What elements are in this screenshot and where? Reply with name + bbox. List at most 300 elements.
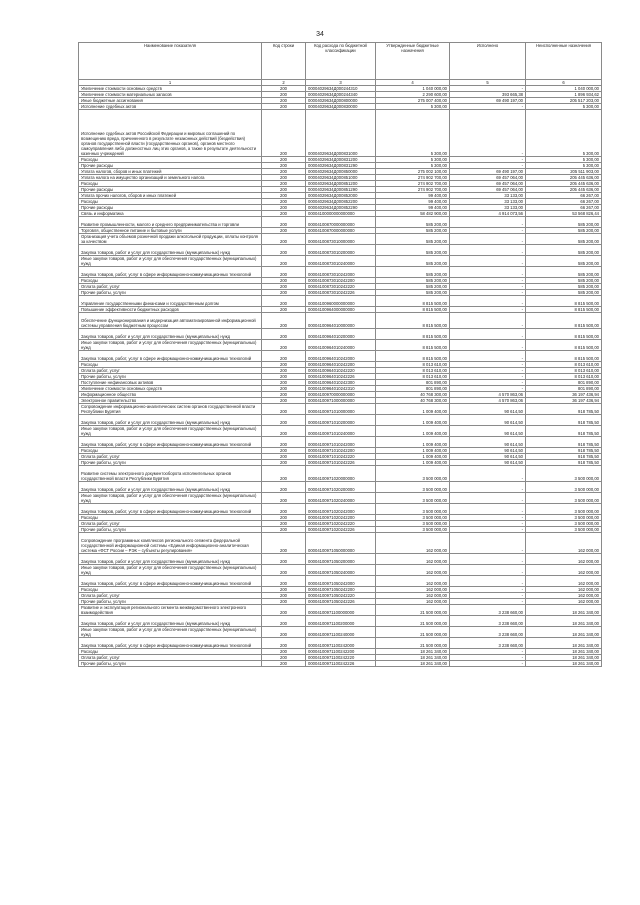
row-budget-code: 00004100971010200000: [306, 415, 376, 426]
row-executed: -: [450, 296, 526, 307]
row-budget-code: 00004100971020242200: [306, 515, 376, 521]
row-line-code: 200: [262, 163, 306, 169]
row-unexecuted: 585 200,00: [526, 267, 602, 278]
row-name: Закупка товаров, работ, услуг в сфере информационно-коммуникационных технологий: [79, 576, 262, 587]
row-unexecuted: 8 013 610,00: [526, 362, 602, 368]
row-executed: 3 238 660,00: [450, 616, 526, 627]
row-approved: 162 000,00: [376, 587, 450, 593]
row-line-code: 200: [262, 426, 306, 437]
row-approved: 3 500 000,00: [376, 527, 450, 533]
row-unexecuted: 1 040 000,00: [526, 86, 602, 92]
row-executed: -: [450, 576, 526, 587]
row-name: Иные закупки товаров, работ и услуг для обеспечения государственных (муниципальных) нужд: [79, 256, 262, 267]
row-name: Прочие работы, услуги: [79, 374, 262, 380]
row-budget-code: 00004100873010242220: [306, 284, 376, 290]
row-budget-code: 00004100964010242310: [306, 386, 376, 392]
column-index: 3: [306, 80, 376, 86]
row-approved: 8 013 610,00: [376, 368, 450, 374]
row-unexecuted: 585 200,00: [526, 278, 602, 284]
row-name: Электронное правительство: [79, 398, 262, 404]
row-executed: 33 133,00: [450, 193, 526, 199]
row-executed: -: [450, 256, 526, 267]
row-name: Закупка товаров, работ, услуг в сфере информационно-коммуникационных технологий: [79, 638, 262, 649]
row-approved: 58 482 900,00: [376, 211, 450, 217]
row-line-code: 200: [262, 104, 306, 110]
row-line-code: 200: [262, 533, 306, 554]
row-approved: 275 007 400,00: [376, 98, 450, 104]
row-line-code: 200: [262, 392, 306, 398]
row-budget-code: 00004100970000000000: [306, 392, 376, 398]
row-name: Закупка товаров, работ и услуг для государственных (муниципальных) нужд: [79, 329, 262, 340]
row-budget-code: 00004029634Д000831000: [306, 110, 376, 157]
row-approved: 274 902 700,00: [376, 187, 450, 193]
row-unexecuted: 5 300,00: [526, 110, 602, 157]
row-approved: 1 009 400,00: [376, 404, 450, 415]
row-line-code: 200: [262, 169, 306, 175]
row-approved: 1 009 400,00: [376, 460, 450, 466]
row-executed: -: [450, 362, 526, 368]
row-budget-code: 00004100873010200000: [306, 245, 376, 256]
table-row: [79, 404, 602, 415]
row-budget-code: 00004029634Д000850000: [306, 169, 376, 175]
row-budget-code: 00004100971100242226: [306, 661, 376, 667]
row-unexecuted: 585 200,00: [526, 234, 602, 245]
row-budget-code: 00004100870000000000: [306, 228, 376, 234]
row-name: Прочие работы, услуги: [79, 527, 262, 533]
header-line-code: Код строки: [262, 43, 306, 80]
table-row: [79, 554, 602, 565]
row-unexecuted: 8 815 500,00: [526, 351, 602, 362]
row-name: Закупка товаров, работ и услуг для государственных (муниципальных) нужд: [79, 482, 262, 493]
row-line-code: 200: [262, 638, 306, 649]
row-approved: 21 500 000,00: [376, 616, 450, 627]
row-unexecuted: 918 785,50: [526, 460, 602, 466]
row-line-code: 200: [262, 599, 306, 605]
row-approved: 1 009 400,00: [376, 454, 450, 460]
row-name: Расходы: [79, 587, 262, 593]
row-line-code: 200: [262, 307, 306, 313]
row-executed: -: [450, 587, 526, 593]
row-name: Поступление нефинансовых активов: [79, 380, 262, 386]
row-line-code: 200: [262, 386, 306, 392]
row-executed: -: [450, 284, 526, 290]
row-approved: 585 200,00: [376, 228, 450, 234]
row-name: Прочие расходы: [79, 163, 262, 169]
row-executed: -: [450, 533, 526, 554]
table-row: [79, 466, 602, 482]
row-executed: 90 614,50: [450, 448, 526, 454]
row-unexecuted: 18 261 340,00: [526, 655, 602, 661]
row-name: Увеличение стоимости материальных запасов: [79, 92, 262, 98]
row-unexecuted: 918 785,50: [526, 448, 602, 454]
table-row: [79, 437, 602, 448]
row-line-code: 200: [262, 649, 306, 655]
row-unexecuted: 66 267,00: [526, 193, 602, 199]
row-approved: 585 200,00: [376, 234, 450, 245]
row-executed: 3 238 660,00: [450, 638, 526, 649]
row-budget-code: 00004029634Д000244310: [306, 86, 376, 92]
row-budget-code: 00004100964010242000: [306, 351, 376, 362]
table-row: [79, 313, 602, 329]
column-index: 4: [376, 80, 450, 86]
row-approved: 99 400,00: [376, 193, 450, 199]
row-approved: 1 009 400,00: [376, 426, 450, 437]
table-body: [79, 86, 602, 667]
row-budget-code: 00004100971100240000: [306, 627, 376, 638]
row-name: Иные закупки товаров, работ и услуг для обеспечения государственных (муниципальных) нужд: [79, 565, 262, 576]
row-unexecuted: 36 197 436,94: [526, 392, 602, 398]
row-approved: 8 815 500,00: [376, 313, 450, 329]
row-approved: 1 009 400,00: [376, 415, 450, 426]
row-approved: 8 815 500,00: [376, 351, 450, 362]
row-line-code: 200: [262, 313, 306, 329]
row-line-code: 200: [262, 86, 306, 92]
row-budget-code: 00004100971010242226: [306, 460, 376, 466]
row-budget-code: 00004029634Д000800000: [306, 98, 376, 104]
row-approved: 99 400,00: [376, 199, 450, 205]
row-executed: -: [450, 593, 526, 599]
row-unexecuted: 918 785,50: [526, 426, 602, 437]
row-budget-code: 00004100971100242200: [306, 649, 376, 655]
row-budget-code: 00004100873010242226: [306, 290, 376, 296]
row-line-code: 200: [262, 454, 306, 460]
row-budget-code: 00004100971050242220: [306, 593, 376, 599]
row-name: Иные закупки товаров, работ и услуг для обеспечения государственных (муниципальных) нужд: [79, 493, 262, 504]
row-unexecuted: 1 896 934,62: [526, 92, 602, 98]
table-row: [79, 351, 602, 362]
row-executed: -: [450, 482, 526, 493]
row-unexecuted: 18 261 340,00: [526, 627, 602, 638]
row-line-code: 200: [262, 351, 306, 362]
row-unexecuted: 585 200,00: [526, 256, 602, 267]
row-approved: 274 902 700,00: [376, 181, 450, 187]
row-approved: 162 000,00: [376, 533, 450, 554]
row-approved: 3 500 000,00: [376, 493, 450, 504]
row-approved: 5 300,00: [376, 163, 450, 169]
row-unexecuted: 8 815 500,00: [526, 329, 602, 340]
row-executed: -: [450, 493, 526, 504]
row-name: Уплата прочих налогов, сборов и иных платежей: [79, 193, 262, 199]
row-budget-code: 00004029634Д000830000: [306, 104, 376, 110]
row-executed: 4 570 863,06: [450, 392, 526, 398]
table-row: [79, 533, 602, 554]
row-line-code: 200: [262, 460, 306, 466]
row-unexecuted: 918 785,50: [526, 437, 602, 448]
row-name: Прочие работы, услуги: [79, 661, 262, 667]
row-approved: 5 300,00: [376, 104, 450, 110]
row-name: Связь и информатика: [79, 211, 262, 217]
row-executed: -: [450, 234, 526, 245]
row-name: Расходы: [79, 278, 262, 284]
row-executed: 69 457 064,00: [450, 181, 526, 187]
row-budget-code: 00004029634Д000244340: [306, 92, 376, 98]
row-name: Закупка товаров, работ, услуг в сфере информационно-коммуникационных технологий: [79, 437, 262, 448]
row-name: Развитие и эксплуатация регионального сегмента межведомственного электронного взаимодействия: [79, 605, 262, 616]
row-name: Оплата работ, услуг: [79, 521, 262, 527]
row-unexecuted: 585 200,00: [526, 228, 602, 234]
row-name: Закупка товаров, работ, услуг в сфере информационно-коммуникационных технологий: [79, 267, 262, 278]
row-line-code: 200: [262, 482, 306, 493]
row-name: Закупка товаров, работ и услуг для государственных (муниципальных) нужд: [79, 554, 262, 565]
row-budget-code: 00004100971050242200: [306, 587, 376, 593]
page-number: 34: [316, 31, 324, 38]
row-executed: 33 133,00: [450, 199, 526, 205]
row-approved: 585 200,00: [376, 290, 450, 296]
row-approved: 162 000,00: [376, 599, 450, 605]
row-executed: -: [450, 649, 526, 655]
column-index: 1: [79, 80, 262, 86]
row-budget-code: 00004100971020242000: [306, 504, 376, 515]
row-unexecuted: 66 267,00: [526, 205, 602, 211]
row-approved: 8 815 500,00: [376, 307, 450, 313]
row-approved: 585 200,00: [376, 278, 450, 284]
row-executed: 3 238 660,00: [450, 627, 526, 638]
row-unexecuted: 5 300,00: [526, 104, 602, 110]
row-budget-code: 00004029634Д000852000: [306, 193, 376, 199]
row-executed: -: [450, 163, 526, 169]
row-budget-code: 00004029634Д000852200: [306, 199, 376, 205]
row-approved: 801 890,00: [376, 386, 450, 392]
row-approved: 18 261 340,00: [376, 661, 450, 667]
row-name: Закупка товаров, работ, услуг в сфере информационно-коммуникационных технологий: [79, 504, 262, 515]
row-unexecuted: 585 200,00: [526, 284, 602, 290]
row-approved: 162 000,00: [376, 593, 450, 599]
table-row: [79, 565, 602, 576]
row-budget-code: 00004100971050000000: [306, 533, 376, 554]
row-unexecuted: 18 261 340,00: [526, 649, 602, 655]
row-unexecuted: 8 013 610,00: [526, 374, 602, 380]
row-name: Иные закупки товаров, работ и услуг для обеспечения государственных (муниципальных) нужд: [79, 426, 262, 437]
row-name: Закупка товаров, работ, услуг в сфере информационно-коммуникационных технологий: [79, 351, 262, 362]
row-executed: -: [450, 313, 526, 329]
row-name: Прочие расходы: [79, 187, 262, 193]
row-name: Развитие промышленности, малого и среднего предпринимательства и торговли: [79, 217, 262, 228]
row-budget-code: 00004100964000000000: [306, 307, 376, 313]
header-indicator-name: Наименование показателя: [79, 43, 262, 80]
row-line-code: 200: [262, 565, 306, 576]
table-row: [79, 267, 602, 278]
row-line-code: 200: [262, 340, 306, 351]
row-line-code: 200: [262, 521, 306, 527]
row-unexecuted: 8 815 500,00: [526, 340, 602, 351]
row-budget-code: 00004100971050240000: [306, 565, 376, 576]
row-line-code: 200: [262, 576, 306, 587]
row-unexecuted: 162 000,00: [526, 533, 602, 554]
row-unexecuted: 801 890,00: [526, 386, 602, 392]
row-executed: 90 614,50: [450, 454, 526, 460]
row-unexecuted: 18 261 340,00: [526, 661, 602, 667]
row-budget-code: 00004100964010000000: [306, 313, 376, 329]
row-approved: 5 300,00: [376, 110, 450, 157]
row-executed: 3 238 660,00: [450, 605, 526, 616]
row-name: Прочие работы, услуги: [79, 460, 262, 466]
row-line-code: 200: [262, 193, 306, 199]
row-approved: 18 261 340,00: [376, 655, 450, 661]
row-name: Исполнение судебных актов: [79, 104, 262, 110]
row-line-code: 200: [262, 616, 306, 627]
row-approved: 21 500 000,00: [376, 605, 450, 616]
row-budget-code: 00004100964010242300: [306, 380, 376, 386]
row-budget-code: 00004100971050242000: [306, 576, 376, 587]
row-line-code: 200: [262, 655, 306, 661]
row-line-code: 200: [262, 374, 306, 380]
row-budget-code: 00004100971100200000: [306, 616, 376, 627]
row-unexecuted: 3 500 000,00: [526, 493, 602, 504]
row-approved: 801 890,00: [376, 380, 450, 386]
row-budget-code: 00004100971020240000: [306, 493, 376, 504]
row-unexecuted: 66 267,00: [526, 199, 602, 205]
row-approved: 3 500 000,00: [376, 466, 450, 482]
row-line-code: 200: [262, 211, 306, 217]
row-executed: 393 665,38: [450, 92, 526, 98]
row-name: Иные закупки товаров, работ и услуг для обеспечения государственных (муниципальных) нужд: [79, 340, 262, 351]
row-executed: -: [450, 374, 526, 380]
row-unexecuted: 585 200,00: [526, 217, 602, 228]
row-approved: 8 013 610,00: [376, 362, 450, 368]
row-line-code: 200: [262, 175, 306, 181]
row-budget-code: 00004100971010242000: [306, 437, 376, 448]
row-name: Расходы: [79, 181, 262, 187]
row-unexecuted: 3 500 000,00: [526, 527, 602, 533]
row-line-code: 200: [262, 267, 306, 278]
row-line-code: 200: [262, 278, 306, 284]
row-executed: -: [450, 329, 526, 340]
row-line-code: 200: [262, 493, 306, 504]
table-row: [79, 627, 602, 638]
row-unexecuted: 918 785,50: [526, 454, 602, 460]
row-line-code: 200: [262, 368, 306, 374]
table-header-row: [79, 43, 602, 80]
row-executed: -: [450, 661, 526, 667]
row-approved: 3 500 000,00: [376, 482, 450, 493]
row-line-code: 200: [262, 187, 306, 193]
row-executed: -: [450, 307, 526, 313]
row-line-code: 200: [262, 437, 306, 448]
row-name: Расходы: [79, 157, 262, 163]
row-budget-code: 00004100964010242220: [306, 368, 376, 374]
row-line-code: 200: [262, 205, 306, 211]
row-budget-code: 00004100971010000000: [306, 404, 376, 415]
row-approved: 8 815 500,00: [376, 296, 450, 307]
row-approved: 18 261 340,00: [376, 649, 450, 655]
header-unexecuted: Неисполненные назначения: [526, 43, 602, 80]
table-row: [79, 217, 602, 228]
row-budget-code: 00004100971020242220: [306, 521, 376, 527]
row-executed: -: [450, 386, 526, 392]
row-approved: 8 013 610,00: [376, 374, 450, 380]
row-approved: 162 000,00: [376, 576, 450, 587]
table-row: [79, 234, 602, 245]
row-budget-code: 00004100971010240000: [306, 426, 376, 437]
row-name: Торговля, общественное питание и бытовые услуги: [79, 228, 262, 234]
row-approved: 2 290 600,00: [376, 92, 450, 98]
row-approved: 3 500 000,00: [376, 521, 450, 527]
row-name: Обеспечение функционирования и модернизация автоматизированной информационной системы управления бюджетным процессом: [79, 313, 262, 329]
row-executed: -: [450, 521, 526, 527]
row-name: Исполнение судебных актов Российской Федерации и мировых соглашений по возмещению вреда, причиненного в результате незаконных действий (бездействия) органов государственной власти (государственных органов), органов местного самоуправления либо должностных лиц этих органов, а также в результате деятельности казенных учреждений: [79, 110, 262, 157]
row-line-code: 200: [262, 466, 306, 482]
row-approved: 585 200,00: [376, 267, 450, 278]
row-unexecuted: 8 815 500,00: [526, 307, 602, 313]
row-executed: -: [450, 157, 526, 163]
row-unexecuted: 5 300,00: [526, 157, 602, 163]
row-name: Прочие работы, услуги: [79, 599, 262, 605]
budget-execution-table: [78, 42, 602, 667]
row-name: Расходы: [79, 362, 262, 368]
row-executed: 4 570 863,06: [450, 398, 526, 404]
row-line-code: 200: [262, 554, 306, 565]
row-line-code: 200: [262, 92, 306, 98]
row-name: Оплата работ, услуг: [79, 655, 262, 661]
row-approved: 40 768 300,00: [376, 392, 450, 398]
row-executed: 90 614,50: [450, 460, 526, 466]
row-unexecuted: 53 568 826,44: [526, 211, 602, 217]
row-budget-code: 00004100971100242000: [306, 638, 376, 649]
row-budget-code: 00004100964010242200: [306, 362, 376, 368]
row-unexecuted: 162 000,00: [526, 587, 602, 593]
table-row: [79, 605, 602, 616]
row-executed: 33 133,00: [450, 205, 526, 211]
row-approved: 162 000,00: [376, 565, 450, 576]
row-executed: 90 614,50: [450, 404, 526, 415]
row-name: Оплата работ, услуг: [79, 454, 262, 460]
row-line-code: 200: [262, 296, 306, 307]
row-unexecuted: 585 200,00: [526, 290, 602, 296]
table-row: [79, 576, 602, 587]
row-unexecuted: 3 500 000,00: [526, 466, 602, 482]
table-row: [79, 245, 602, 256]
row-unexecuted: 205 511 903,00: [526, 169, 602, 175]
table-row: [79, 256, 602, 267]
row-approved: 3 500 000,00: [376, 504, 450, 515]
header-budget-code: Код расхода по бюджетной классификации: [306, 43, 376, 80]
row-approved: 275 002 100,00: [376, 169, 450, 175]
row-budget-code: 00004100971020200000: [306, 482, 376, 493]
row-executed: -: [450, 565, 526, 576]
row-unexecuted: 18 261 340,00: [526, 638, 602, 649]
table-row: [79, 504, 602, 515]
row-approved: 3 500 000,00: [376, 515, 450, 521]
row-budget-code: 00004029634Д000851290: [306, 187, 376, 193]
row-line-code: 200: [262, 228, 306, 234]
row-executed: -: [450, 267, 526, 278]
row-approved: 162 000,00: [376, 554, 450, 565]
row-budget-code: 00004100964010242226: [306, 374, 376, 380]
row-executed: 90 614,50: [450, 415, 526, 426]
row-unexecuted: 205 445 636,00: [526, 187, 602, 193]
row-executed: 90 614,50: [450, 426, 526, 437]
row-budget-code: 00004100000000000000: [306, 211, 376, 217]
row-approved: 8 815 500,00: [376, 340, 450, 351]
row-approved: 274 902 700,00: [376, 175, 450, 181]
row-unexecuted: 585 200,00: [526, 245, 602, 256]
row-unexecuted: 36 197 436,94: [526, 398, 602, 404]
table-row: [79, 616, 602, 627]
row-line-code: 200: [262, 627, 306, 638]
row-executed: -: [450, 110, 526, 157]
row-budget-code: 00004100870000000000: [306, 217, 376, 228]
row-approved: 21 500 000,00: [376, 638, 450, 649]
row-name: Увеличение стоимости основных средств: [79, 386, 262, 392]
row-name: Иные бюджетные ассигнования: [79, 98, 262, 104]
row-name: Оплата работ, услуг: [79, 593, 262, 599]
row-budget-code: 00004100971010242200: [306, 448, 376, 454]
row-line-code: 200: [262, 415, 306, 426]
row-approved: 585 200,00: [376, 245, 450, 256]
row-executed: -: [450, 86, 526, 92]
table-row: [79, 661, 602, 667]
row-approved: 40 768 300,00: [376, 398, 450, 404]
